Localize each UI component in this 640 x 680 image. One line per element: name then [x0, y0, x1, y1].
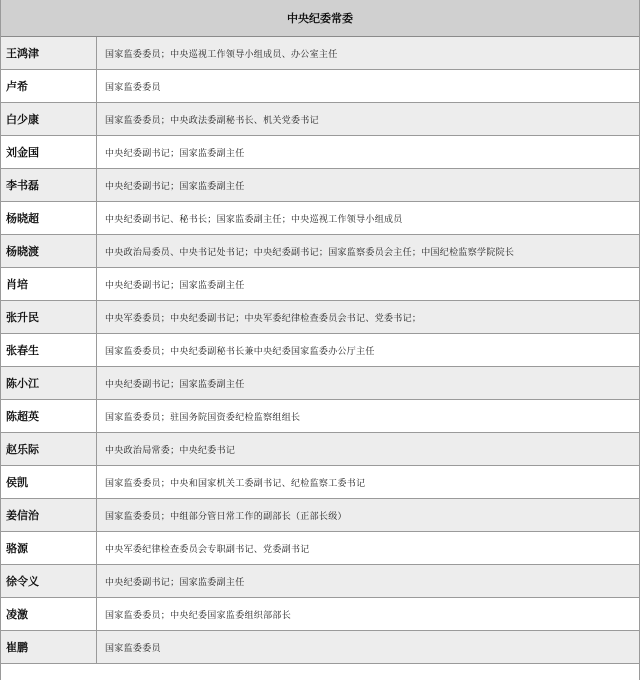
member-name: 陈小江: [1, 367, 97, 399]
table-row: [1, 235, 639, 268]
member-name: 凌激: [1, 598, 97, 630]
member-position: 国家监委委员；中央纪委副秘书长兼中央纪委国家监委办公厅主任: [105, 346, 375, 357]
table-row: [1, 202, 639, 235]
member-position: 国家监委委员；中组部分管日常工作的副部长（正部长级）: [105, 511, 347, 522]
table-body: [1, 37, 639, 664]
table-row: [1, 400, 639, 433]
member-position: 中央纪委副书记；国家监委副主任: [105, 148, 245, 159]
table-row: [1, 103, 639, 136]
member-name: 杨晓超: [1, 202, 97, 234]
member-name: 徐令义: [1, 565, 97, 597]
table-title: 中央纪委常委: [1, 0, 639, 37]
member-position: 国家监委委员: [105, 643, 161, 654]
table-row: [1, 367, 639, 400]
member-name: 白少康: [1, 103, 97, 135]
member-position: 中央政治局常委；中央纪委书记: [105, 445, 236, 456]
member-name: 卢希: [1, 70, 97, 102]
member-name: 赵乐际: [1, 433, 97, 465]
table-row: [1, 565, 639, 598]
member-name: 杨晓渡: [1, 235, 97, 267]
member-position: 中央纪委副书记；国家监委副主任: [105, 577, 245, 588]
member-position: 中央政治局委员、中央书记处书记；中央纪委副书记；国家监察委员会主任；中国纪检监察学院院长: [105, 247, 515, 258]
member-position: 中央军委委员；中央纪委副书记；中央军委纪律检查委员会书记、党委书记；: [105, 313, 422, 324]
table-row: [1, 334, 639, 367]
member-name: 姜信治: [1, 499, 97, 531]
table-row: [1, 268, 639, 301]
member-position: 国家监委委员；中央巡视工作领导小组成员、办公室主任: [105, 49, 338, 60]
table-row: [1, 532, 639, 565]
member-position: 国家监委委员: [105, 82, 161, 93]
member-name: 陈超英: [1, 400, 97, 432]
member-name: 骆源: [1, 532, 97, 564]
member-name: 李书磊: [1, 169, 97, 201]
table-row: [1, 37, 639, 70]
member-position: 中央军委纪律检查委员会专职副书记、党委副书记: [105, 544, 310, 555]
member-position: 国家监委委员；中央纪委国家监委组织部部长: [105, 610, 292, 621]
member-position: 中央纪委副书记、秘书长；国家监委副主任；中央巡视工作领导小组成员: [105, 214, 403, 225]
member-position: 中央纪委副书记；国家监委副主任: [105, 379, 245, 390]
table-row: [1, 301, 639, 334]
member-position: 国家监委委员；驻国务院国资委纪检监察组组长: [105, 412, 301, 423]
member-name: 王鸿津: [1, 37, 97, 69]
member-name: 侯凯: [1, 466, 97, 498]
table-row: [1, 136, 639, 169]
table-row: [1, 169, 639, 202]
member-name: 张升民: [1, 301, 97, 333]
member-name: 刘金国: [1, 136, 97, 168]
table-row: [1, 466, 639, 499]
member-position: 国家监委委员；中央政法委副秘书长、机关党委书记: [105, 115, 319, 126]
table-row: [1, 70, 639, 103]
table-row: [1, 598, 639, 631]
member-name: 肖培: [1, 268, 97, 300]
member-name: 崔鹏: [1, 631, 97, 663]
member-position: 国家监委委员；中央和国家机关工委副书记、纪检监察工委书记: [105, 478, 366, 489]
table-row: [1, 631, 639, 664]
member-position: 中央纪委副书记；国家监委副主任: [105, 280, 245, 291]
member-name: 张春生: [1, 334, 97, 366]
table-row: [1, 499, 639, 532]
member-position: 中央纪委副书记；国家监委副主任: [105, 181, 245, 192]
table-row: [1, 433, 639, 466]
